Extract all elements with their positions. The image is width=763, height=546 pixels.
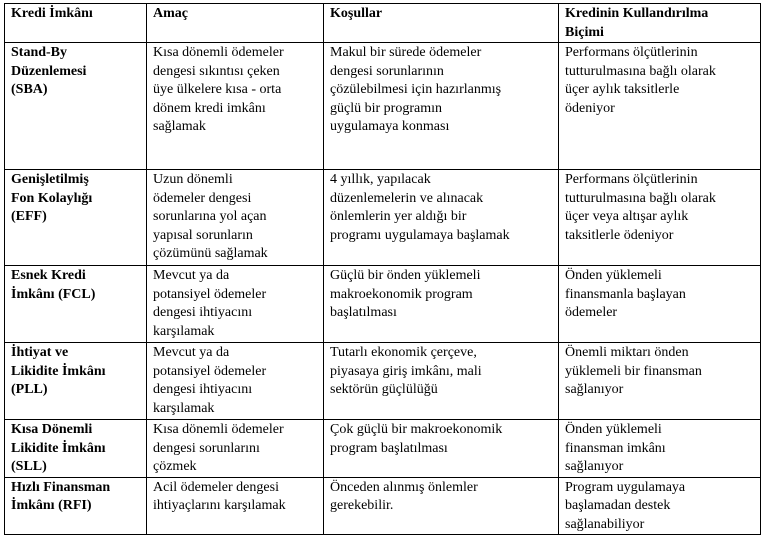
conditions-cell: Makul bir sürede ödemeler dengesi sorunlarının çözülebilmesi için hazırlanmış güçlü bir programın uygulamaya konması — [324, 43, 559, 170]
column-header-conditions: Koşullar — [324, 4, 559, 43]
conditions-cell: Önceden alınmış önlemler gerekebilir. — [324, 477, 559, 535]
conditions-cell: Tutarlı ekonomik çerçeve, piyasaya giriş imkânı, mali sektörün güçlülüğü — [324, 343, 559, 420]
purpose-cell: Kısa dönemli ödemeler dengesi sıkıntısı çeken üye ülkelere kısa - orta dönem kredi imkânı sağlamak — [147, 43, 324, 170]
conditions-cell: Güçlü bir önden yüklemeli makroekonomik program başlatılması — [324, 266, 559, 343]
facility-name-cell: Stand-By Düzenlemesi (SBA) — [5, 43, 147, 170]
table-row — [5, 343, 761, 420]
usage-cell: Performans ölçütlerinin tutturulmasına bağlı olarak üçer veya altışar aylık taksitlerle ödeniyor — [559, 170, 761, 266]
purpose-cell: Mevcut ya da potansiyel ödemeler dengesi ihtiyacını karşılamak — [147, 266, 324, 343]
conditions-cell: Çok güçlü bir makroekonomik program başlatılması — [324, 420, 559, 478]
usage-cell: Performans ölçütlerinin tutturulmasına bağlı olarak üçer aylık taksitlerle ödeniyor — [559, 43, 761, 170]
facility-name-cell: Kısa Dönemli Likidite İmkânı (SLL) — [5, 420, 147, 478]
usage-cell: Program uygulamaya başlamadan destek sağlanabiliyor — [559, 477, 761, 535]
facility-name-cell: Hızlı Finansman İmkânı (RFI) — [5, 477, 147, 535]
column-header-credit-facility: Kredi İmkânı — [5, 4, 147, 43]
purpose-cell: Uzun dönemli ödemeler dengesi sorunlarına yol açan yapısal sorunların çözümünü sağlamak — [147, 170, 324, 266]
table-row — [5, 170, 761, 266]
column-header-usage: Kredinin Kullandırılma Biçimi — [559, 4, 761, 43]
table-row — [5, 43, 761, 170]
purpose-cell: Acil ödemeler dengesi ihtiyaçlarını karşılamak — [147, 477, 324, 535]
purpose-cell: Kısa dönemli ödemeler dengesi sorunlarını çözmek — [147, 420, 324, 478]
conditions-cell: 4 yıllık, yapılacak düzenlemelerin ve alınacak önlemlerin yer aldığı bir programı uygulamaya başlamak — [324, 170, 559, 266]
purpose-cell: Mevcut ya da potansiyel ödemeler dengesi ihtiyacını karşılamak — [147, 343, 324, 420]
usage-cell: Önemli miktarı önden yüklemeli bir finansman sağlanıyor — [559, 343, 761, 420]
credit-facilities-table — [4, 3, 761, 535]
table-row — [5, 420, 761, 478]
usage-cell: Önden yüklemeli finansman imkânı sağlanıyor — [559, 420, 761, 478]
facility-name-cell: Genişletilmiş Fon Kolaylığı (EFF) — [5, 170, 147, 266]
usage-cell: Önden yüklemeli finansmanla başlayan ödemeler — [559, 266, 761, 343]
table-row — [5, 266, 761, 343]
column-header-purpose: Amaç — [147, 4, 324, 43]
facility-name-cell: Esnek Kredi İmkânı (FCL) — [5, 266, 147, 343]
table-row — [5, 477, 761, 535]
facility-name-cell: İhtiyat ve Likidite İmkânı (PLL) — [5, 343, 147, 420]
table-header-row — [5, 4, 761, 43]
